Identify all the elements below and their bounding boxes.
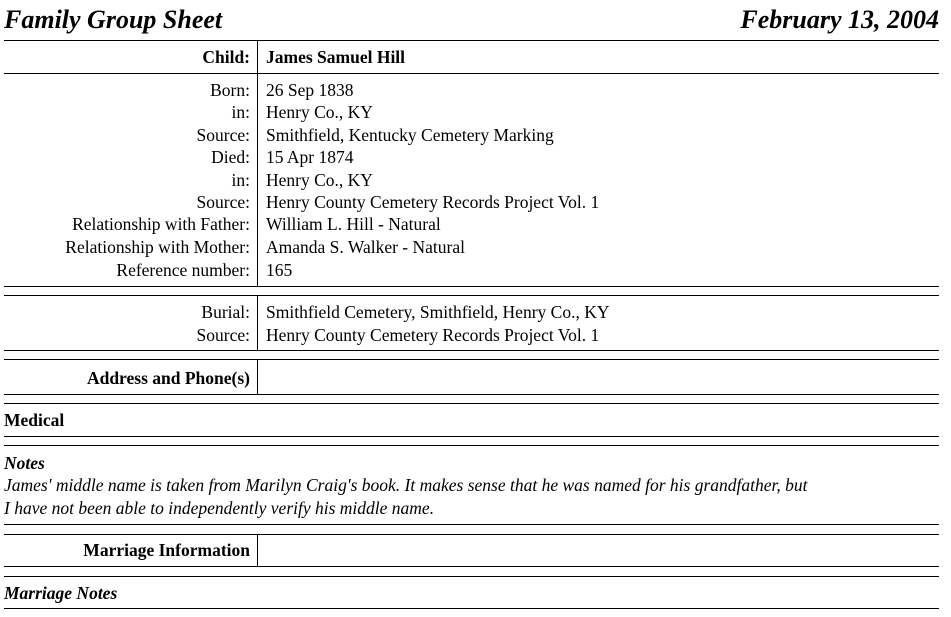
divider bbox=[4, 524, 939, 525]
died-source-label: Source: bbox=[196, 192, 250, 212]
divider bbox=[4, 445, 939, 446]
reference-number-label: Reference number: bbox=[116, 260, 250, 280]
divider bbox=[4, 576, 939, 577]
divider bbox=[4, 436, 939, 437]
died-label: Died: bbox=[211, 147, 250, 167]
born-place-label: in: bbox=[231, 102, 250, 122]
mother-relationship-value: Amanda S. Walker - Natural bbox=[266, 237, 465, 257]
divider bbox=[4, 534, 939, 535]
marriage-notes-label: Marriage Notes bbox=[4, 583, 118, 603]
divider bbox=[4, 403, 939, 404]
divider bbox=[4, 73, 939, 74]
divider bbox=[4, 286, 939, 287]
reference-number-value: 165 bbox=[266, 260, 293, 280]
child-name: James Samuel Hill bbox=[266, 47, 406, 67]
father-relationship-value: William L. Hill - Natural bbox=[266, 214, 441, 234]
column-divider bbox=[257, 41, 258, 73]
died-value: 15 Apr 1874 bbox=[266, 147, 354, 167]
burial-source-label: Source: bbox=[196, 325, 250, 345]
died-source-value: Henry County Cemetery Records Project Vol. 1 bbox=[266, 192, 600, 212]
child-label: Child: bbox=[202, 47, 250, 67]
divider bbox=[4, 40, 939, 41]
burial-value: Smithfield Cemetery, Smithfield, Henry Co., KY bbox=[266, 302, 610, 322]
divider bbox=[4, 350, 939, 351]
divider bbox=[4, 566, 939, 567]
column-divider bbox=[257, 535, 258, 566]
mother-relationship-label: Relationship with Mother: bbox=[65, 237, 250, 257]
notes-label: Notes bbox=[4, 453, 45, 473]
notes-line: I have not been able to independently verify his middle name. bbox=[4, 498, 435, 518]
born-value: 26 Sep 1838 bbox=[266, 80, 354, 100]
notes-line: James' middle name is taken from Marilyn Craig's book. It makes sense that he was named for his grandfather, but bbox=[4, 475, 808, 495]
divider bbox=[4, 608, 939, 609]
marriage-info-label: Marriage Information bbox=[83, 540, 250, 560]
died-place-value: Henry Co., KY bbox=[266, 170, 373, 190]
father-relationship-label: Relationship with Father: bbox=[72, 214, 250, 234]
medical-label: Medical bbox=[4, 410, 65, 430]
born-place-value: Henry Co., KY bbox=[266, 102, 373, 122]
born-label: Born: bbox=[210, 80, 250, 100]
address-label: Address and Phone(s) bbox=[86, 368, 250, 388]
divider bbox=[4, 359, 939, 360]
died-place-label: in: bbox=[231, 170, 250, 190]
born-source-value: Smithfield, Kentucky Cemetery Marking bbox=[266, 125, 554, 145]
burial-label: Burial: bbox=[201, 302, 250, 322]
page-title: Family Group Sheet bbox=[4, 5, 223, 34]
column-divider bbox=[257, 360, 258, 394]
born-source-label: Source: bbox=[196, 125, 250, 145]
sheet-date: February 13, 2004 bbox=[740, 5, 939, 34]
divider bbox=[4, 295, 939, 296]
column-divider bbox=[257, 296, 258, 350]
column-divider bbox=[257, 74, 258, 286]
burial-source-value: Henry County Cemetery Records Project Vol. 1 bbox=[266, 325, 600, 345]
divider bbox=[4, 394, 939, 395]
